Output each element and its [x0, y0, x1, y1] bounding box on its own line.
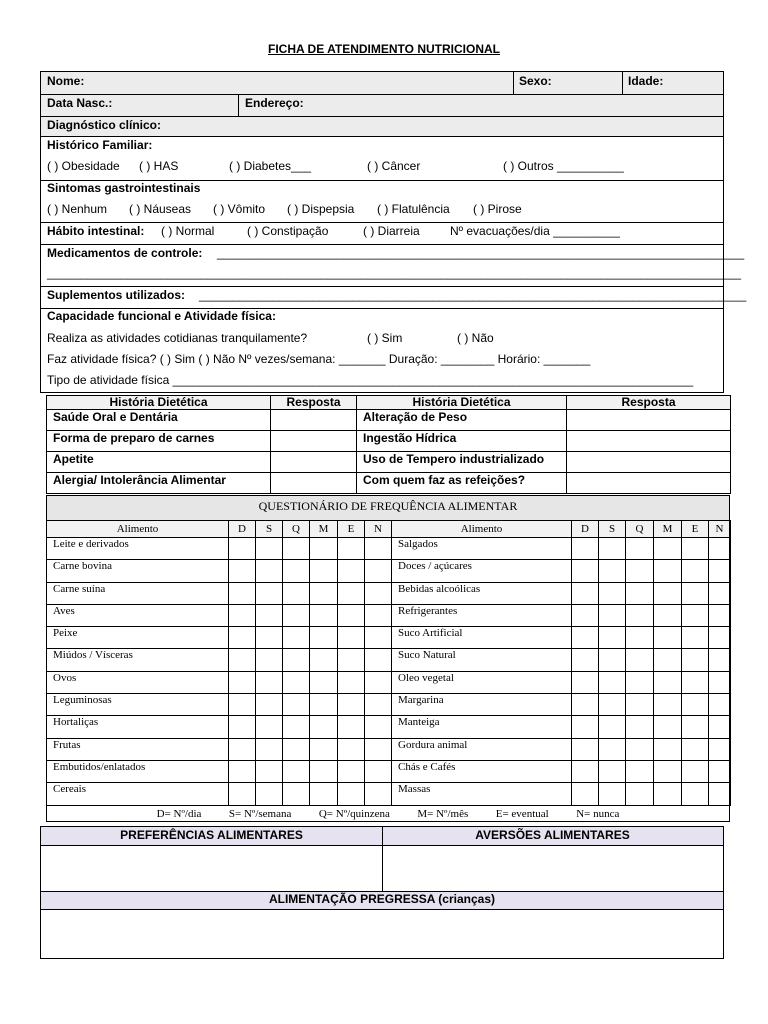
historia-item: Alergia/ Intolerância Alimentar: [47, 473, 271, 494]
resposta-cell[interactable]: [271, 431, 357, 452]
alimento-cell: Frutas: [47, 738, 229, 760]
qfa-title-bar: [46, 495, 730, 521]
historico-option: ( ) Câncer: [367, 159, 421, 173]
alimento-cell: Gordura animal: [392, 738, 572, 760]
preferencias-header: PREFERÊNCIAS ALIMENTARES: [120, 828, 303, 842]
idade-label: Idade:: [628, 74, 664, 88]
historico-option: ( ) Outros __________: [503, 159, 624, 173]
alimento-cell: Salgados: [392, 538, 572, 560]
nome-label: Nome:: [47, 74, 85, 88]
medicamentos-line: _______________________________________________________________________________: [217, 246, 745, 260]
freq-header: S: [599, 521, 626, 538]
diagnostico-label: Diagnóstico clínico:: [47, 118, 162, 132]
evacuacoes-field: Nº evacuações/dia __________: [450, 224, 620, 238]
preferencias-field[interactable]: [41, 846, 381, 890]
sintomas-option: ( ) Nenhum: [47, 202, 108, 216]
medicamentos-label: Medicamentos de controle:: [47, 246, 203, 260]
patient-info-box: [40, 71, 747, 393]
freq-header: N: [365, 521, 392, 538]
resposta-cell[interactable]: [271, 473, 357, 494]
resposta-cell[interactable]: [567, 473, 731, 494]
page-title: FICHA DE ATENDIMENTO NUTRICIONAL: [268, 42, 500, 56]
historico-option: ( ) Obesidade: [47, 159, 120, 173]
freq-header: Q: [626, 521, 654, 538]
alimento-cell: Refrigerantes: [392, 604, 572, 626]
resposta-header: Resposta: [567, 396, 731, 410]
resposta-cell[interactable]: [271, 452, 357, 473]
habito-label: Hábito intestinal:: [47, 224, 145, 238]
qfa-frame: [46, 520, 730, 822]
alimento-cell: Manteiga: [392, 716, 572, 738]
capacidade-label: Capacidade funcional e Atividade física:: [47, 309, 276, 323]
endereco-label: Endereço:: [245, 96, 304, 110]
historia-item: Ingestão Hídrica: [357, 431, 567, 452]
alimento-cell: Carne suína: [47, 582, 229, 604]
alimento-cell: Bebidas alcoólicas: [392, 582, 572, 604]
historico-label: Histórico Familiar:: [47, 138, 153, 152]
alimento-cell: Peixe: [47, 627, 229, 649]
freq-header: S: [256, 521, 283, 538]
alimento-cell: Cereais: [47, 783, 229, 805]
medicamentos-line: ________________________________________________________________________________________________________: [47, 266, 742, 280]
realiza-question: Realiza as atividades cotidianas tranquilamente?: [47, 331, 308, 345]
resposta-cell[interactable]: [567, 452, 731, 473]
pregressa-header: ALIMENTAÇÃO PREGRESSA (crianças): [268, 892, 496, 906]
suplementos-label: Suplementos utilizados:: [47, 288, 186, 302]
alimento-cell: Leite e derivados: [47, 538, 229, 560]
data-nasc-label: Data Nasc.:: [47, 96, 113, 110]
freq-header: M: [654, 521, 682, 538]
suplementos-line: __________________________________________________________________________________: [199, 288, 747, 302]
historia-item: Saúde Oral e Dentária: [47, 410, 271, 431]
alimento-cell: Oleo vegetal: [392, 671, 572, 693]
alimento-cell: Miúdos / Vísceras: [47, 649, 229, 671]
legend-item: E= eventual: [495, 808, 549, 820]
atividade-fisica-line: Faz atividade física? ( ) Sim ( ) Não Nº vezes/semana: _______ Duração: ________ Horário: _______: [47, 352, 591, 366]
alimento-cell: Carne bovina: [47, 560, 229, 582]
historia-item: Forma de preparo de carnes: [47, 431, 271, 452]
alimento-cell: Hortaliças: [47, 716, 229, 738]
preferencias-aversoes-box: [40, 826, 724, 959]
alimento-header: Alimento: [47, 521, 229, 538]
alimento-cell: Leguminosas: [47, 694, 229, 716]
alimento-header: Alimento: [392, 521, 572, 538]
historico-option: ( ) HAS: [139, 159, 179, 173]
sintomas-option: ( ) Vômito: [213, 202, 266, 216]
historico-option: ( ) Diabetes___: [229, 159, 312, 173]
legend-item: N= nunca: [576, 808, 620, 820]
legend-item: D= Nº/dia: [156, 808, 202, 820]
legend-item: M= Nº/mês: [417, 808, 469, 820]
sintomas-label: Sintomas gastrointestinais: [47, 181, 201, 195]
pregressa-field[interactable]: [41, 910, 723, 958]
historia-item: Uso de Tempero industrializado: [357, 452, 567, 473]
historia-header: História Dietética: [47, 396, 271, 410]
tipo-atividade-line: Tipo de atividade física ______________________________________________________________________________: [47, 373, 694, 387]
sintomas-option: ( ) Dispepsia: [287, 202, 355, 216]
historia-item: Alteração de Peso: [357, 410, 567, 431]
sexo-label: Sexo:: [519, 74, 552, 88]
legend-item: Q= Nº/quinzena: [318, 808, 390, 820]
alimento-cell: Embutidos/enlatados: [47, 760, 229, 782]
aversoes-field[interactable]: [383, 846, 723, 890]
historia-dietetica-table: [46, 395, 731, 494]
historia-header: História Dietética: [357, 396, 567, 410]
freq-header: Q: [283, 521, 310, 538]
sintomas-option: ( ) Náuseas: [129, 202, 192, 216]
alimento-cell: Ovos: [47, 671, 229, 693]
resposta-cell[interactable]: [567, 410, 731, 431]
freq-header: E: [338, 521, 365, 538]
legend-item: S= Nº/semana: [228, 808, 292, 820]
alimento-cell: Doces / açúcares: [392, 560, 572, 582]
alimento-cell: Margarina: [392, 694, 572, 716]
habito-option: ( ) Normal: [161, 224, 215, 238]
resposta-header: Resposta: [271, 396, 357, 410]
freq-header: M: [310, 521, 338, 538]
qfa-title: QUESTIONÁRIO DE FREQUÊNCIA ALIMENTAR: [258, 499, 518, 513]
habito-option: ( ) Constipação: [247, 224, 329, 238]
freq-header: D: [229, 521, 256, 538]
historia-item: Com quem faz as refeições?: [357, 473, 567, 494]
freq-header: D: [572, 521, 599, 538]
resposta-cell[interactable]: [271, 410, 357, 431]
realiza-sim: ( ) Sim: [367, 331, 403, 345]
aversoes-header: AVERSÕES ALIMENTARES: [475, 828, 630, 842]
habito-option: ( ) Diarreia: [363, 224, 420, 238]
alimento-cell: Massas: [392, 783, 572, 805]
historia-item: Apetite: [47, 452, 271, 473]
realiza-nao: ( ) Não: [457, 331, 494, 345]
sintomas-option: ( ) Flatulência: [377, 202, 450, 216]
resposta-cell[interactable]: [567, 431, 731, 452]
freq-header: N: [709, 521, 731, 538]
alimento-cell: Suco Natural: [392, 649, 572, 671]
alimento-cell: Aves: [47, 604, 229, 626]
alimento-cell: Chás e Cafés: [392, 760, 572, 782]
alimento-cell: Suco Artificial: [392, 627, 572, 649]
sintomas-option: ( ) Pirose: [473, 202, 522, 216]
freq-header: E: [682, 521, 709, 538]
